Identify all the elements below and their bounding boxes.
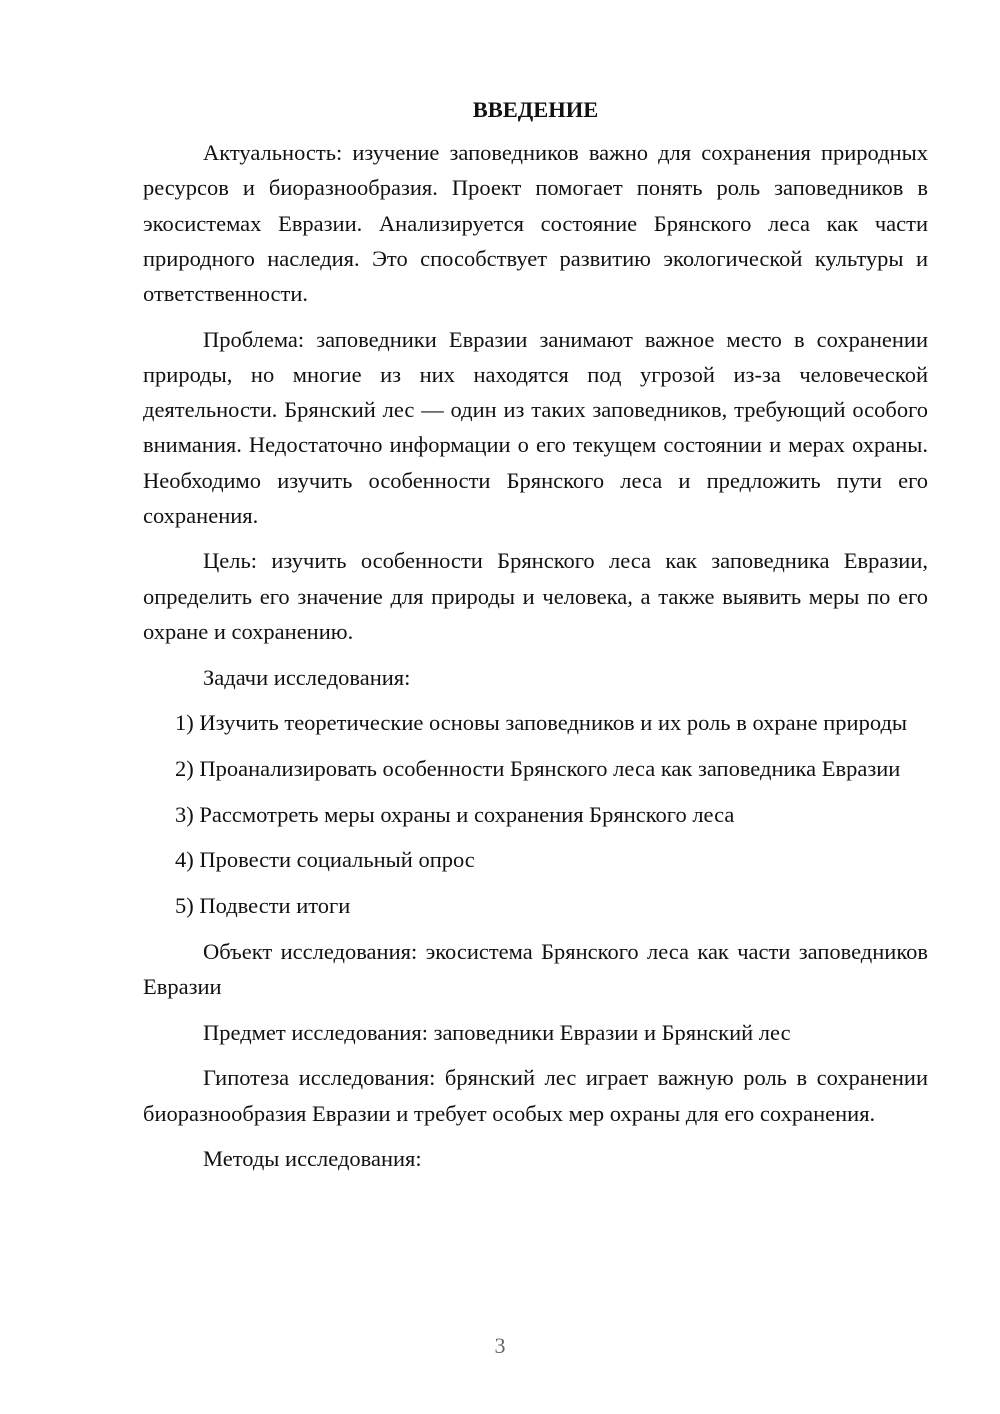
paragraph-problem: Проблема: заповедники Евразии занимают важное место в сохранении природы, но многие из них находятся под угрозой из-за человеческой деятельности. Брянский лес — один из таких заповедников, требующий особого внимания. Недостаточно информации о его текущем состоянии и мерах охраны. Необходимо изучить особенности Брянского леса и предложить пути его сохранения.: [143, 326, 928, 528]
document-page: [143, 92, 928, 1187]
tasks-heading: Задачи исследования:: [203, 664, 411, 690]
tasks-list: [143, 705, 928, 923]
task-item-5: 5) Подвести итоги: [175, 893, 351, 919]
task-item-1: 1) Изучить теоретические основы заповедников и их роль в охране природы: [175, 710, 908, 736]
task-item-4: 4) Провести социальный опрос: [175, 847, 475, 873]
paragraph-relevance: Актуальность: изучение заповедников важно для сохранения природных ресурсов и биоразнообразия. Проект помогает понять роль заповедников в экосистемах Евразии. Анализируется состояние Брянского леса как части природного наследия. Это способствует развитию экологической культуры и ответственности.: [143, 140, 928, 307]
paragraph-object: Объект исследования: экосистема Брянского леса как части заповедников Евразии: [143, 938, 928, 999]
paragraph-subject: Предмет исследования: заповедники Евразии и Брянский лес: [203, 1019, 791, 1045]
task-item-2: 2) Проанализировать особенности Брянского леса как заповедника Евразии: [175, 755, 901, 781]
section-title: ВВЕДЕНИЕ: [472, 97, 599, 122]
methods-heading: Методы исследования:: [203, 1146, 422, 1172]
paragraph-hypothesis: Гипотеза исследования: брянский лес играет важную роль в сохранении биоразнообразия Евразии и требует особых мер охраны для его сохранения.: [143, 1065, 928, 1126]
paragraph-goal: Цель: изучить особенности Брянского леса как заповедника Евразии, определить его значение для природы и человека, а также выявить меры по его охране и сохранению.: [143, 548, 928, 644]
page-number: 3: [494, 1333, 506, 1358]
task-item-3: 3) Рассмотреть меры охраны и сохранения Брянского леса: [175, 801, 735, 827]
